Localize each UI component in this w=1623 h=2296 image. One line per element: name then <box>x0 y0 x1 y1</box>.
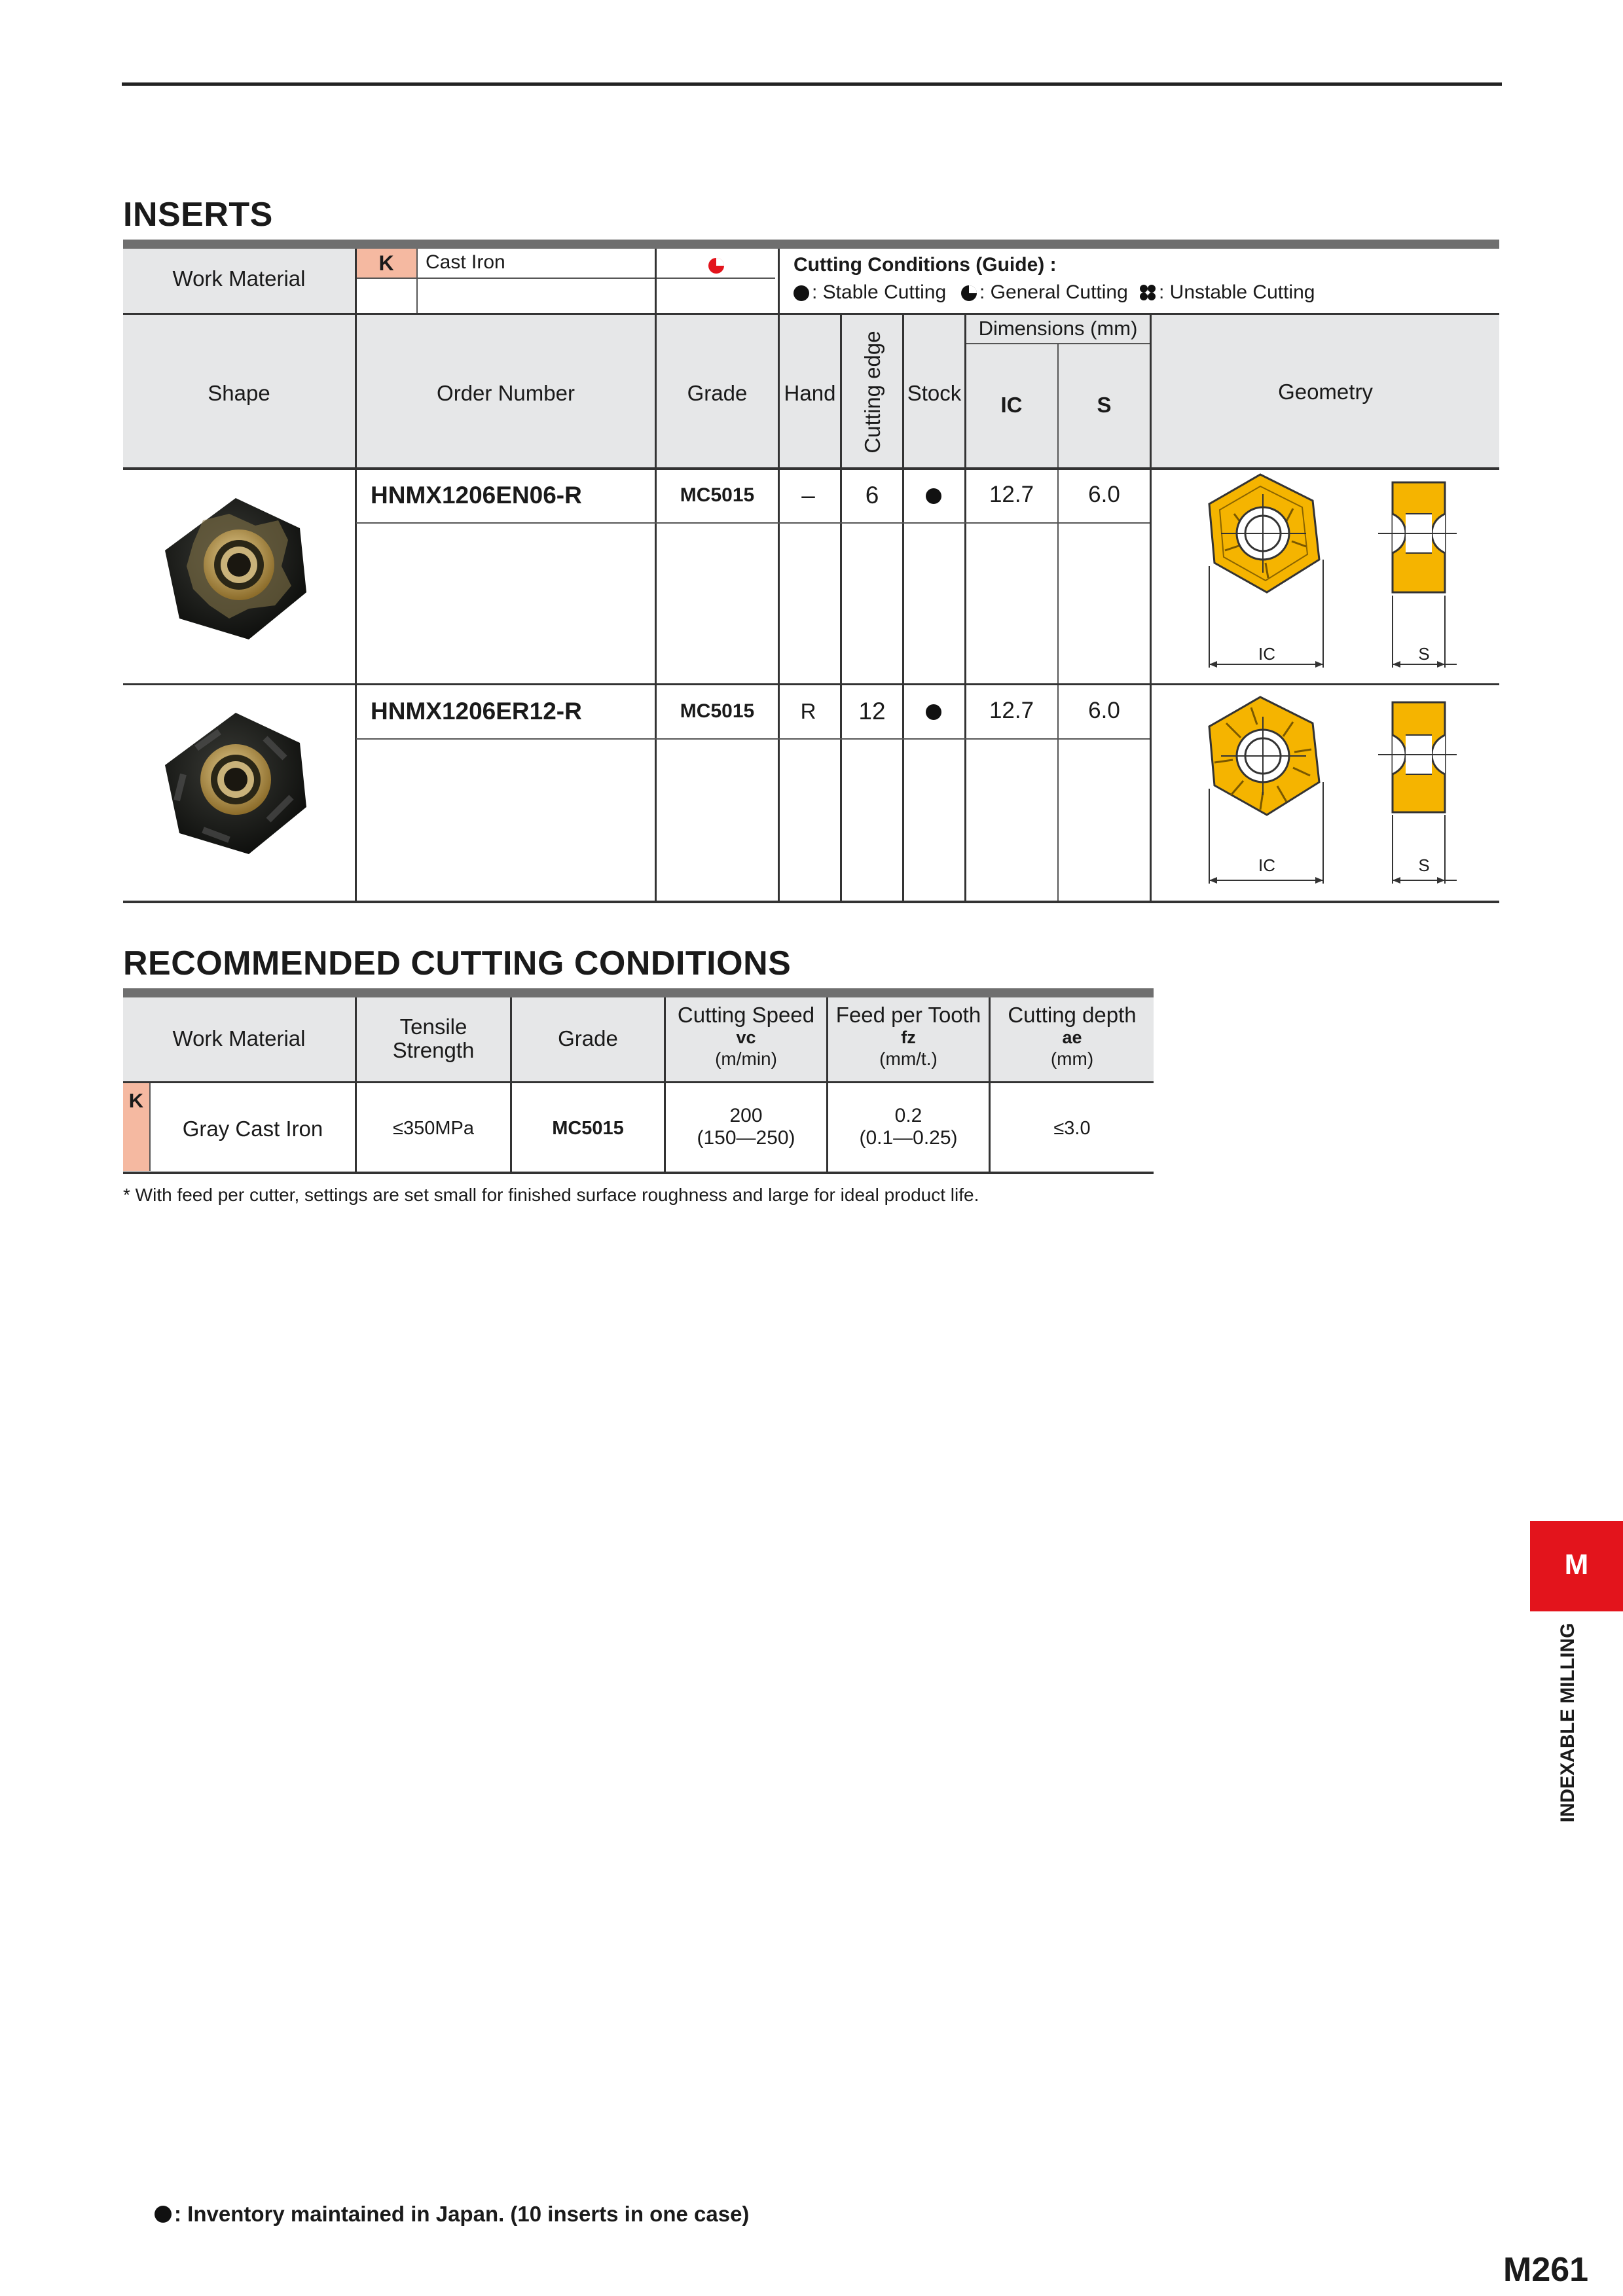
cond-header-depth-3: (mm) <box>1050 1049 1094 1069</box>
header-geometry: Geometry <box>1278 380 1373 404</box>
col-divider <box>989 997 991 1173</box>
cutting-edge: 6 <box>865 482 879 509</box>
table-bottom-rule <box>123 901 1499 903</box>
unstable-icon <box>1138 283 1158 302</box>
hand: R <box>800 699 816 723</box>
work-material-name: Cast Iron <box>426 251 505 273</box>
cond-speed-2: (150—250) <box>697 1127 795 1149</box>
order-number: HNMX1206ER12-R <box>371 698 582 725</box>
header-cutting-edge: Cutting edge <box>860 331 884 454</box>
cond-depth: ≤3.0 <box>1053 1118 1091 1139</box>
section-tab-label: INDEXABLE MILLING <box>1557 1623 1578 1823</box>
header-hand: Hand <box>784 381 836 405</box>
header-s: S <box>1097 393 1112 417</box>
dim-s: 6.0 <box>1088 482 1120 507</box>
header-ic: IC <box>1000 393 1023 417</box>
conditions-title: RECOMMENDED CUTTING CONDITIONS <box>123 944 792 982</box>
top-rule <box>122 82 1502 86</box>
conditions-note: * With feed per cutter, settings are set small for finished surface roughness and large for ideal product life. <box>123 1185 979 1205</box>
cond-header-feed-1: Feed per Tooth <box>835 1003 981 1027</box>
header-stock: Stock <box>907 381 962 405</box>
s-dimension-label: S <box>1418 855 1430 875</box>
ic-dimension-label: IC <box>1258 644 1275 664</box>
general-icon <box>960 284 978 302</box>
geometry-drawing-1 <box>1195 468 1470 671</box>
cond-material: Gray Cast Iron <box>182 1117 323 1141</box>
cond-header-tensile-1: Tensile <box>399 1014 467 1039</box>
row-divider <box>123 313 1499 315</box>
dim-s: 6.0 <box>1088 698 1120 723</box>
grade: MC5015 <box>680 700 755 722</box>
inserts-title: INSERTS <box>123 196 273 234</box>
col-divider <box>510 997 512 1173</box>
col-divider <box>778 249 780 903</box>
col-divider <box>1057 343 1059 903</box>
ic-dimension-label: IC <box>1258 855 1275 875</box>
grade: MC5015 <box>680 484 755 506</box>
conditions-header-band <box>123 988 1154 997</box>
cond-header-depth-1: Cutting depth <box>1008 1003 1137 1027</box>
col-divider <box>355 249 357 903</box>
cutting-edge: 12 <box>858 698 886 725</box>
inventory-icon <box>155 2206 172 2223</box>
col-divider <box>416 249 418 313</box>
cond-header-speed-3: (m/min) <box>715 1049 777 1069</box>
cond-grade: MC5015 <box>552 1118 624 1139</box>
header-shape: Shape <box>208 381 270 405</box>
inserts-header-band <box>123 240 1499 249</box>
header-order-number: Order Number <box>437 381 575 405</box>
stable-icon <box>793 285 809 301</box>
conditions-bottom-rule <box>123 1172 1154 1174</box>
cond-header-tensile-2: Strength <box>392 1038 475 1062</box>
section-tab-letter: M <box>1564 1549 1589 1581</box>
row-divider <box>356 278 775 279</box>
stock-icon <box>926 704 941 720</box>
cond-header-grade: Grade <box>558 1026 618 1050</box>
page-number: M261 <box>1503 2251 1589 2289</box>
row-divider <box>356 738 1150 740</box>
cond-k-code: K <box>128 1089 144 1112</box>
header-dimensions: Dimensions (mm) <box>978 317 1138 340</box>
inventory-note: : Inventory maintained in Japan. (10 inserts in one case) <box>174 2202 750 2226</box>
cond-header-feed-3: (mm/t.) <box>879 1049 938 1069</box>
cond-tensile: ≤350MPa <box>393 1118 474 1139</box>
legend-title: Cutting Conditions (Guide) : <box>793 254 1057 276</box>
col-divider <box>840 314 842 903</box>
general-cutting-icon <box>707 257 725 275</box>
legend-stable: : Stable Cutting <box>812 281 947 303</box>
insert-photo-1 <box>157 494 314 646</box>
row-divider <box>123 1081 1154 1083</box>
stock-icon <box>926 488 941 504</box>
cond-speed-1: 200 <box>729 1105 763 1126</box>
cond-header-feed-2: fz <box>901 1028 916 1047</box>
cond-header-work-material: Work Material <box>172 1026 306 1050</box>
row-divider <box>356 522 1150 524</box>
col-divider <box>902 314 904 903</box>
insert-photo-2 <box>157 709 314 861</box>
k-code: K <box>378 251 394 275</box>
s-dimension-label: S <box>1418 644 1430 664</box>
col-divider <box>964 314 966 903</box>
cond-header-speed-2: vc <box>736 1028 756 1047</box>
header-grade: Grade <box>687 381 748 405</box>
col-divider <box>655 249 657 903</box>
order-number: HNMX1206EN06-R <box>371 482 582 509</box>
dim-ic: 12.7 <box>989 698 1034 723</box>
legend-general: : General Cutting <box>979 281 1128 303</box>
cond-feed-1: 0.2 <box>894 1105 922 1126</box>
row-divider <box>966 343 1150 344</box>
col-divider <box>1150 314 1152 903</box>
work-material-label: Work Material <box>172 266 306 291</box>
cond-header-depth-2: ae <box>1062 1028 1082 1047</box>
dim-ic: 12.7 <box>989 482 1034 507</box>
hand: – <box>801 482 815 509</box>
legend-unstable: : Unstable Cutting <box>1159 281 1315 303</box>
cond-header-speed-1: Cutting Speed <box>677 1003 815 1027</box>
col-divider <box>355 997 357 1173</box>
cond-feed-2: (0.1—0.25) <box>859 1127 958 1149</box>
